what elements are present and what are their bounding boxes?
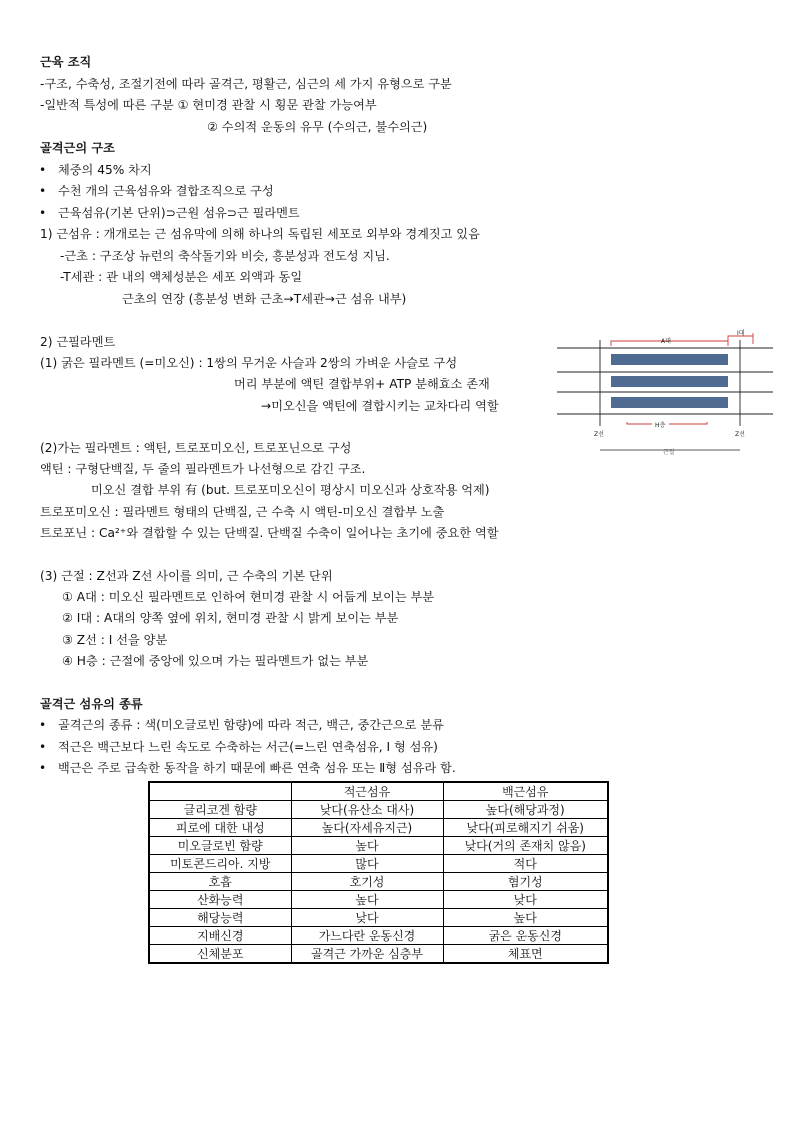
text-line: ② I대 : A대의 양쪽 옆에 위치, 현미경 관찰 시 밝게 보이는 부분	[62, 611, 399, 625]
table-cell: 글리코겐 함량	[149, 801, 291, 819]
text-line: ③ Z선 : I 선을 양분	[62, 633, 168, 647]
table-cell: 피로에 대한 내성	[149, 819, 291, 837]
table-cell: 백근섬유	[443, 782, 608, 801]
text-line: 액틴 : 구형단백질, 두 줄의 필라멘트가 나선형으로 감긴 구조.	[40, 462, 366, 476]
z-left-label: Z선	[594, 431, 604, 438]
i-band-label: I대	[737, 330, 745, 337]
fiber-comparison-table	[148, 781, 609, 964]
table-cell: 가느다란 운동신경	[291, 927, 443, 945]
table-cell: 높다	[291, 891, 443, 909]
text-line: -T세관 : 관 내의 액체성분은 세포 외액과 동일	[60, 270, 303, 284]
table-row	[149, 837, 608, 855]
table-cell: 골격근 가까운 심층부	[291, 945, 443, 964]
bullet-item: • 체중의 45% 차지	[40, 162, 152, 178]
bullet-item: • 적근은 백근보다 느린 속도로 수축하는 서근(=느린 연축섬유, I 형 섬유)	[40, 739, 438, 755]
bullet-item: • 백근은 주로 급속한 동작을 하기 때문에 빠른 연축 섬유 또는 Ⅱ형 섬유라 함.	[40, 760, 456, 776]
table-cell: 혐기성	[443, 873, 608, 891]
table-cell	[149, 782, 291, 801]
text-line: 트로포닌 : Ca²⁺와 결합할 수 있는 단백질. 단백질 수축이 일어나는 초기에 중요한 역할	[40, 526, 499, 540]
table-cell: 지배신경	[149, 927, 291, 945]
h-zone-bracket	[669, 422, 707, 424]
table-cell: 호흡	[149, 873, 291, 891]
table-header-row	[149, 782, 608, 801]
table-cell: 낮다(유산소 대사)	[291, 801, 443, 819]
table-cell: 높다	[443, 909, 608, 927]
text-line: 2) 근필라멘트	[40, 335, 116, 349]
table-cell: 높다(해당과정)	[443, 801, 608, 819]
thick-filament	[611, 354, 728, 365]
text-line: 미오신 결합 부위 有 (but. 트로포미오신이 평상시 미오신과 상호작용 억제)	[91, 483, 490, 497]
sarcomere-diagram	[557, 326, 773, 462]
table-cell: 적다	[443, 855, 608, 873]
table-cell: 낮다	[291, 909, 443, 927]
heading-fiber-types: 골격근 섬유의 종류	[40, 697, 143, 711]
text-line: (3) 근절 : Z선과 Z선 사이를 의미, 근 수축의 기본 단위	[40, 569, 333, 583]
table-row	[149, 819, 608, 837]
table-cell: 높다	[291, 837, 443, 855]
text-line: (1) 굵은 필라멘트 (=미오신) : 1쌍의 무거운 사슬과 2쌍의 가벼운 사슬로 구성	[40, 356, 458, 370]
sarcomere-label: 근절	[663, 449, 675, 456]
table-cell: 적근섬유	[291, 782, 443, 801]
table-cell: 미토콘드리아. 지방	[149, 855, 291, 873]
text-line: 머리 부분에 액틴 결합부위+ ATP 분해효소 존재	[234, 377, 490, 391]
a-band-label: A대	[661, 338, 671, 345]
text-line: ① A대 : 미오신 필라멘트로 인하여 현미경 관찰 시 어둡게 보이는 부분	[62, 590, 435, 604]
table-cell: 산화능력	[149, 891, 291, 909]
thick-filament	[611, 376, 728, 387]
table-cell: 낮다(거의 존재치 않음)	[443, 837, 608, 855]
table-row	[149, 873, 608, 891]
text-line: -일반적 특성에 따른 구분 ① 현미경 관찰 시 횡문 관찰 가능여부	[40, 98, 377, 112]
table-row	[149, 891, 608, 909]
text-line: ④ H층 : 근절에 중앙에 있으며 가는 필라멘트가 없는 부분	[62, 654, 369, 668]
text-line: 근초의 연장 (흥분성 변화 근초→T세관→근 섬유 내부)	[122, 292, 407, 306]
table-cell: 굵은 운동신경	[443, 927, 608, 945]
text-line: -구조, 수축성, 조절기전에 따라 골격근, 평활근, 심근의 세 가지 유형으로 구분	[40, 77, 452, 91]
table-cell: 낮다	[443, 891, 608, 909]
thick-filament	[611, 397, 728, 408]
table-cell: 체표면	[443, 945, 608, 964]
h-zone-label: H층	[655, 422, 666, 429]
table-row	[149, 945, 608, 964]
table-cell: 미오글로빈 함량	[149, 837, 291, 855]
table-cell: 해당능력	[149, 909, 291, 927]
heading-skeletal-structure: 골격근의 구조	[40, 141, 115, 155]
table-row	[149, 855, 608, 873]
text-line: 1) 근섬유 : 개개로는 근 섬유막에 의해 하나의 독립된 세포로 외부와 경계짓고 있음	[40, 227, 480, 241]
text-line: →미오신을 액틴에 결합시키는 교차다리 역할	[261, 399, 499, 413]
text-line: 트로포미오신 : 필라멘트 형태의 단백질, 근 수축 시 액틴-미오신 결합부 노출	[40, 505, 445, 519]
table-cell: 많다	[291, 855, 443, 873]
bullet-item: • 근육섬유(기본 단위)⊃근원 섬유⊃근 필라멘트	[40, 205, 300, 221]
table-row	[149, 801, 608, 819]
h-zone-bracket	[627, 422, 652, 424]
text-line: ② 수의적 운동의 유무 (수의근, 불수의근)	[207, 120, 428, 134]
table-row	[149, 927, 608, 945]
table-cell: 높다(자세유지근)	[291, 819, 443, 837]
heading-muscle-tissue: 근육 조직	[40, 55, 92, 69]
bullet-item: • 골격근의 종류 : 색(미오글로빈 함량)에 따라 적근, 백근, 중간근으로 분류	[40, 717, 444, 733]
table-cell: 낮다(피로해지기 쉬움)	[443, 819, 608, 837]
text-line: -근초 : 구조상 뉴런의 축삭돌기와 비슷, 흥분성과 전도성 지님.	[60, 249, 390, 263]
table-cell: 호기성	[291, 873, 443, 891]
table-row	[149, 909, 608, 927]
z-right-label: Z선	[735, 431, 745, 438]
table-cell: 신체분포	[149, 945, 291, 964]
bullet-item: • 수천 개의 근육섬유와 결합조직으로 구성	[40, 183, 274, 199]
text-line: (2)가는 필라멘트 : 액틴, 트로포미오신, 트로포닌으로 구성	[40, 441, 352, 455]
